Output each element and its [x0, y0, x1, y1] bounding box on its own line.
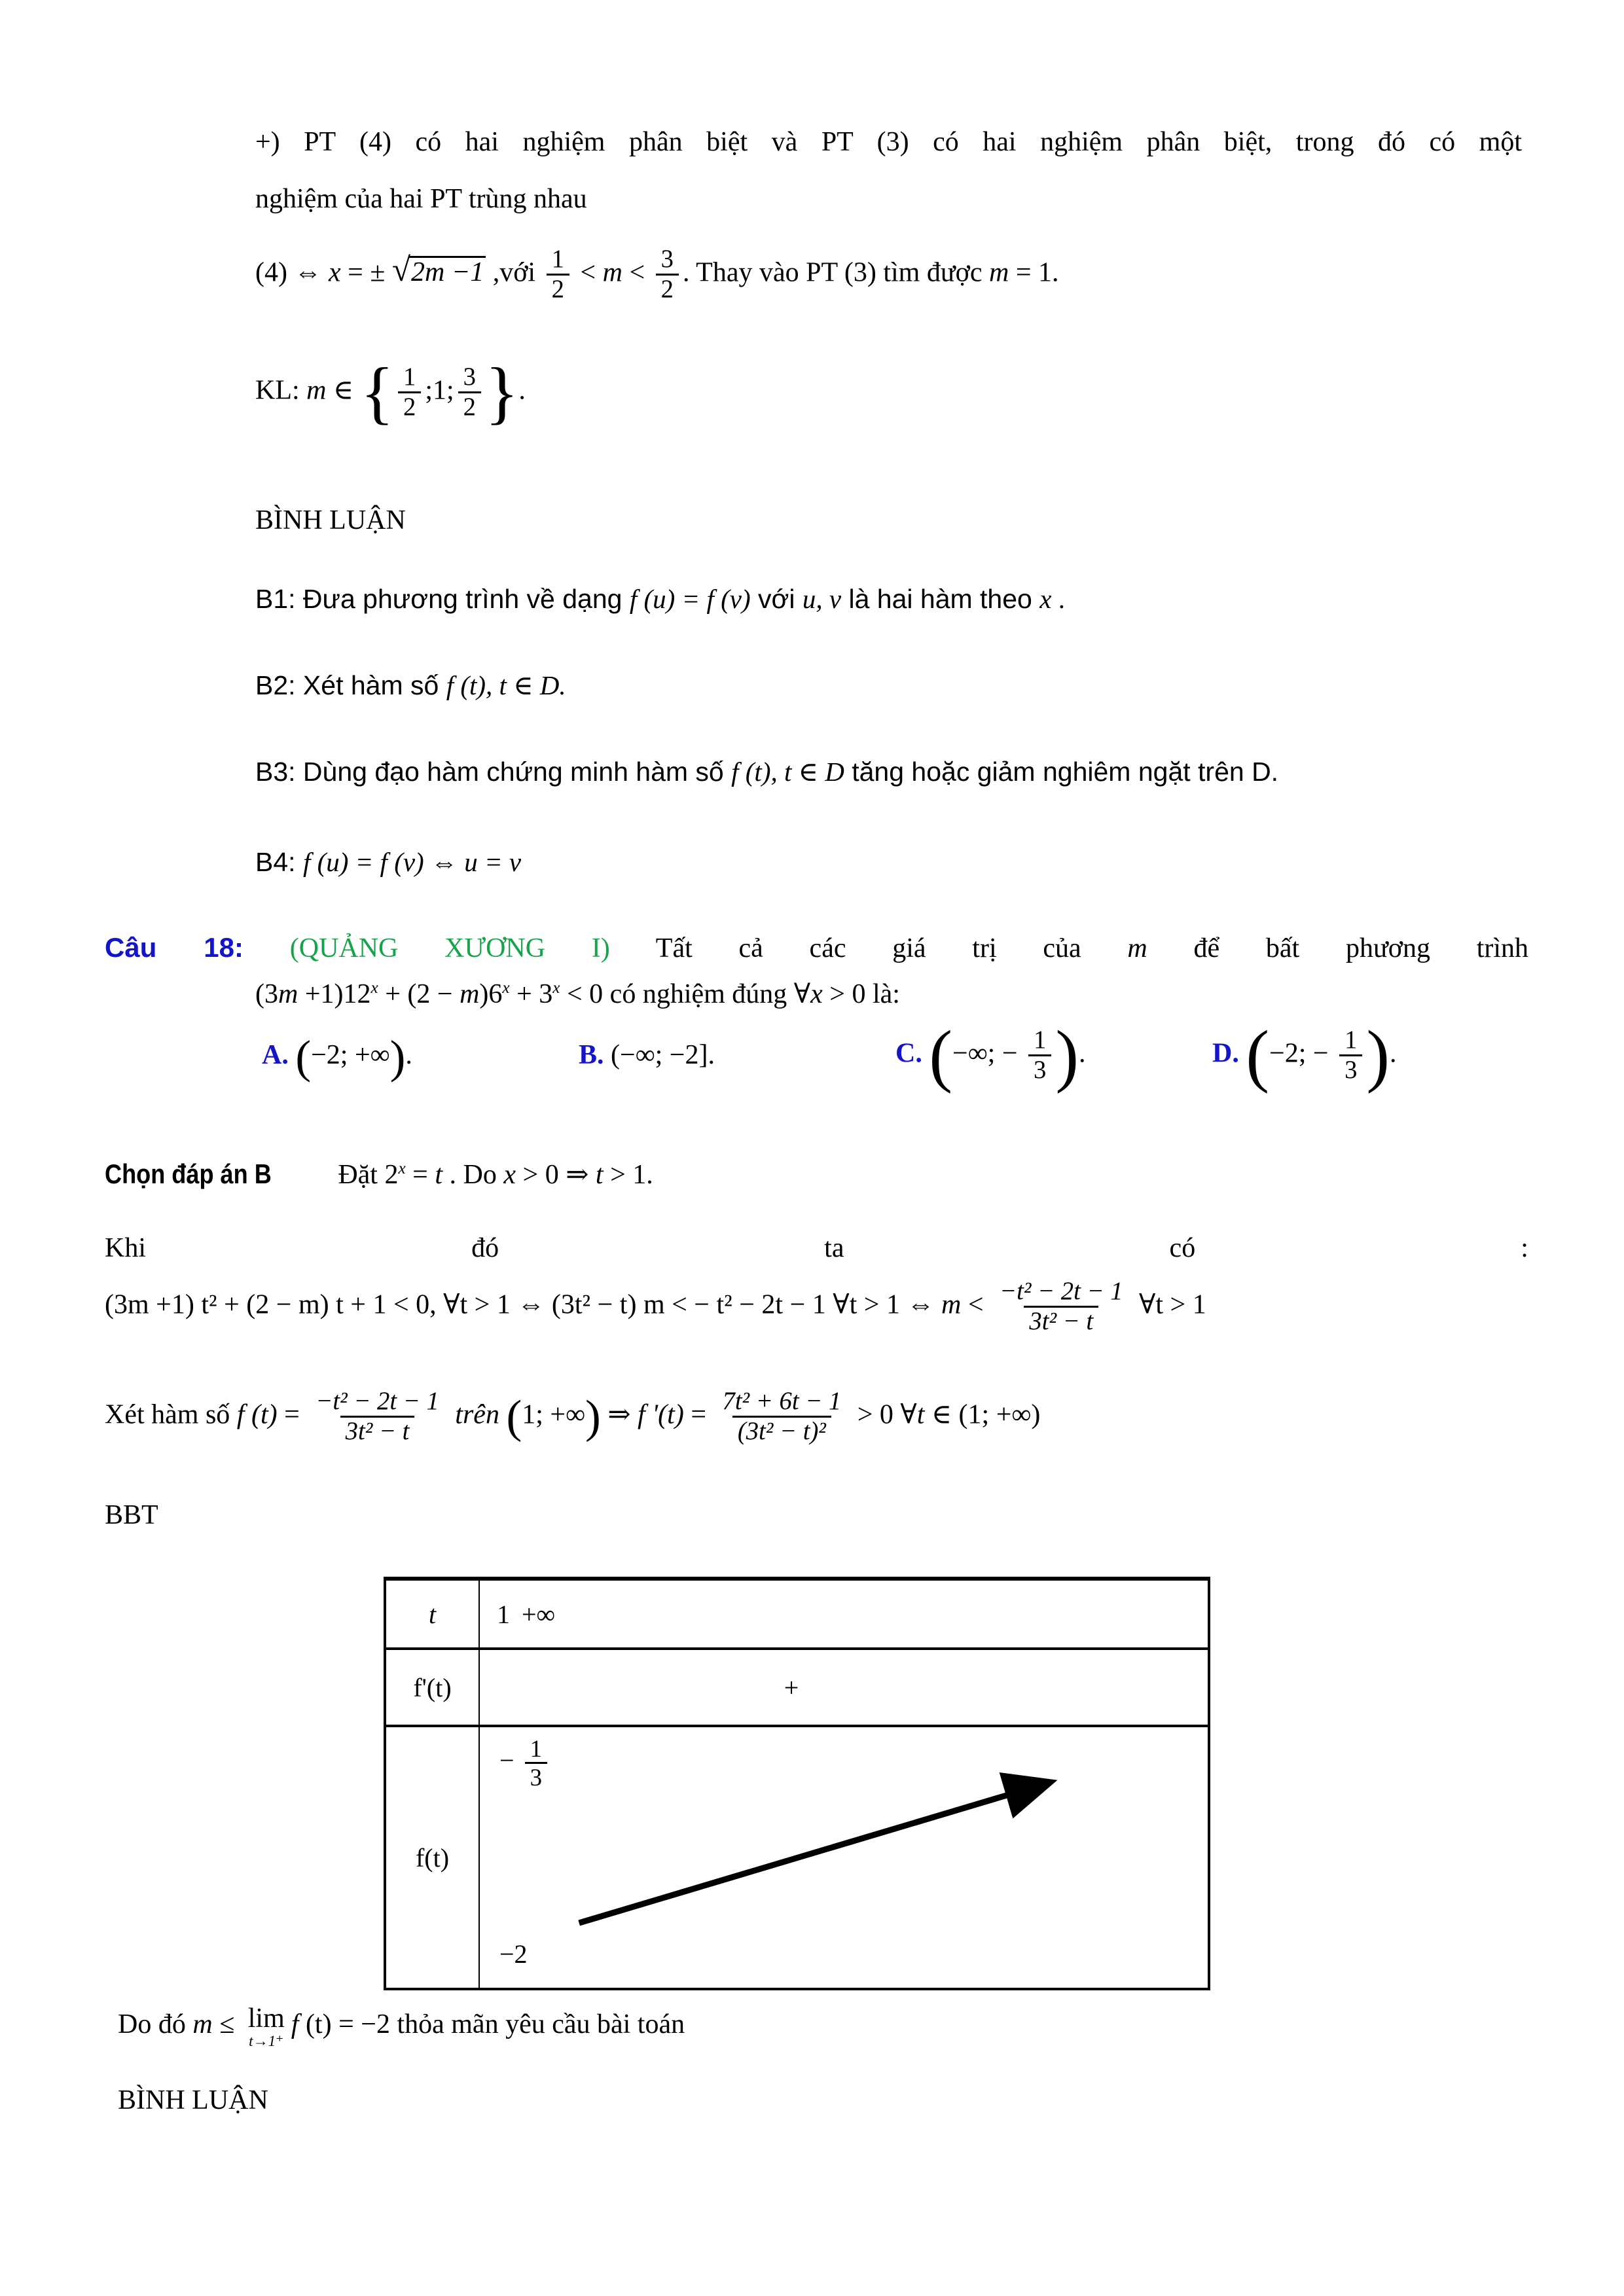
bbt-func-variation-cell: [480, 1727, 1208, 1988]
section-binh-luan-1: BÌNH LUẬN: [255, 505, 406, 535]
segment: ,với: [486, 257, 543, 288]
denominator: 2: [458, 391, 481, 422]
option-c: [895, 1016, 1212, 1094]
segment: (: [929, 1016, 953, 1094]
denominator: 2: [547, 274, 569, 304]
segment: [656, 245, 679, 304]
step-b3: [255, 754, 1278, 789]
segment: KL:: [255, 375, 307, 406]
segment: . Do: [442, 1160, 504, 1190]
segment: là hai hàm theo: [841, 584, 1040, 614]
answer-options: [262, 1016, 1397, 1094]
bbt-var-end: +∞: [522, 1599, 556, 1629]
segment: f: [291, 2009, 299, 2039]
paragraph-pt4-line1: +) PT (4) có hai nghiệm phân biệt và PT (3) có hai nghiệm phân biệt, trong đó có một: [255, 127, 1522, 157]
segment: m: [1127, 933, 1147, 963]
segment: đó: [471, 1233, 499, 1263]
main-inequality-derivation: [105, 1278, 1206, 1336]
segment: [310, 1388, 444, 1446]
segment: [398, 363, 421, 422]
segment: C.: [895, 1038, 922, 1069]
bbt-func-label: f(t): [415, 1842, 450, 1873]
bbt-var-label: t: [428, 1599, 437, 1629]
segment: m: [278, 979, 298, 1009]
segment: =: [277, 1399, 307, 1430]
segment: (: [506, 1390, 522, 1443]
segment: B2: Xét hàm số: [255, 670, 446, 700]
segment: [244, 933, 290, 963]
segment: ²: [209, 1289, 217, 1320]
segment: B4:: [255, 847, 303, 877]
numerator: 1: [530, 1735, 542, 1762]
segment: tăng hoặc giảm nghiêm ngặt trên D.: [844, 757, 1279, 787]
segment: ⇒: [600, 1399, 638, 1430]
segment: u, v: [802, 584, 842, 614]
segment: m: [988, 257, 1009, 288]
segment: 1; +∞: [522, 1399, 586, 1430]
denominator: 3t² − t: [340, 1416, 415, 1446]
bbt-var-range-cell: [480, 1581, 1208, 1650]
denominator: 3t² − t: [1024, 1306, 1098, 1336]
variation-table: [384, 1577, 1210, 1990]
segment: + (2 − m) t + 1 < 0, ∀t > 1 ⇔ (3t² − t) m < − t² − 2t − 1 ∀t > 1 ⇔: [217, 1289, 941, 1320]
segment: B.: [579, 1040, 604, 1071]
lim-subscript: t→1⁺: [249, 2032, 284, 2050]
segment: [248, 2004, 285, 2049]
option-b: [579, 1037, 895, 1073]
step-b1: [255, 581, 1065, 617]
segment: Đặt 2: [338, 1160, 399, 1190]
numerator: 3: [660, 245, 674, 273]
segment: f (u) = f (v) ⇔ u = v: [302, 847, 522, 877]
segment: m: [602, 257, 623, 288]
question-18-inequality: [255, 977, 900, 1013]
segment: (3: [255, 979, 278, 1009]
segment: [499, 1399, 507, 1429]
step-b2: [255, 668, 566, 703]
segment: x: [503, 1160, 516, 1190]
segment: Do đó: [118, 2009, 193, 2039]
numerator: 1: [1344, 1026, 1358, 1054]
segment: (3m +1) t: [105, 1289, 209, 1320]
segment: ): [389, 1031, 406, 1083]
paragraph-pt4-line2: nghiệm của hai PT trùng nhau: [255, 184, 587, 214]
segment: ): [1055, 1016, 1079, 1094]
segment: [717, 1388, 847, 1446]
segment: x: [1039, 584, 1052, 614]
segment: ): [585, 1390, 601, 1443]
segment: để bất phương trình: [1147, 933, 1529, 963]
segment: [1239, 1038, 1246, 1068]
segment: [922, 1038, 929, 1068]
bbt-func-limit-inf: −2: [499, 1939, 528, 1969]
segment: (4) ⇔: [255, 257, 329, 288]
segment: }: [484, 353, 519, 431]
bbt-var-label-cell: [386, 1581, 480, 1650]
segment: ): [1366, 1016, 1390, 1094]
segment: (QUẢNG XƯƠNG I): [289, 933, 610, 963]
segment: [1028, 1026, 1051, 1085]
segment: có: [1169, 1233, 1196, 1263]
segment: [448, 1399, 456, 1429]
segment: ∀t > 1: [1132, 1289, 1206, 1320]
segment: t: [595, 1160, 604, 1190]
segment: t: [435, 1160, 443, 1190]
segment: > 0 ⇒: [516, 1160, 596, 1190]
segment: ∈ (1; +∞): [924, 1399, 1041, 1430]
segment: x: [810, 979, 823, 1009]
option-a: [262, 1031, 579, 1083]
segment: m: [460, 979, 480, 1009]
numerator: 1: [403, 363, 416, 391]
bbt-deriv-sign: +: [784, 1672, 799, 1702]
segment: .: [405, 1040, 412, 1071]
segment: <: [573, 257, 603, 288]
segment: :: [1521, 1233, 1528, 1263]
segment: [547, 245, 569, 304]
segment: (: [295, 1031, 312, 1083]
function-study-line: [105, 1388, 1040, 1446]
segment: với: [750, 584, 803, 614]
bbt-deriv-label: f'(t): [413, 1672, 452, 1702]
segment: D.: [1212, 1038, 1239, 1069]
equation-4-solution: [255, 245, 1059, 304]
denominator: 2: [656, 274, 679, 304]
segment: [1339, 1026, 1362, 1085]
segment: > 1.: [603, 1160, 653, 1190]
segment: t: [916, 1399, 925, 1430]
numerator: 7t² + 6t − 1: [722, 1388, 842, 1415]
segment: {: [360, 353, 394, 431]
segment: f (t), t ∈ D.: [446, 670, 566, 700]
chosen-answer-line: [105, 1156, 653, 1193]
segment: √: [391, 251, 411, 289]
khi-do-ta-co-line: [105, 1230, 1528, 1266]
segment: Xét hàm số: [105, 1399, 237, 1430]
segment: m: [941, 1289, 962, 1320]
segment: f (t), t ∈ D: [731, 757, 844, 787]
bbt-label: BBT: [105, 1500, 158, 1530]
segment: Tất cả các giá trị của: [609, 933, 1128, 963]
segment: x: [502, 979, 510, 997]
segment: Chọn đáp án B: [105, 1158, 272, 1189]
numerator: 1: [1034, 1026, 1047, 1054]
segment: −2; +∞: [311, 1040, 390, 1071]
segment: −2; −: [1269, 1038, 1336, 1069]
segment: < 0 có nghiệm đúng ∀: [560, 979, 811, 1009]
bbt-func-label-cell: [386, 1727, 480, 1988]
segment: x: [552, 979, 560, 997]
bbt-deriv-sign-cell: [480, 1650, 1208, 1727]
bbt-func-limit-sup: [499, 1735, 551, 1791]
segment: [525, 1735, 547, 1791]
segment: . Thay vào PT (3) tìm được: [682, 257, 989, 288]
segment: −∞; −: [952, 1038, 1024, 1069]
segment: [994, 1278, 1128, 1336]
segment: = ±: [340, 257, 392, 288]
segment: [458, 363, 481, 422]
numerator: 3: [463, 363, 476, 391]
step-b4: [255, 844, 521, 880]
segment: 2m −1: [409, 256, 486, 287]
bbt-var-start: 1: [497, 1599, 510, 1629]
segment: Câu 18:: [105, 932, 244, 963]
segment: .: [518, 375, 526, 406]
segment: ta: [824, 1233, 844, 1263]
segment: .: [1051, 584, 1065, 614]
question-18-header: [105, 929, 1528, 967]
segment: ;1;: [425, 375, 454, 406]
segment: =: [683, 1399, 713, 1430]
segment: + (2 −: [378, 979, 460, 1009]
segment: + 3: [509, 979, 553, 1009]
segment: Khi: [105, 1233, 146, 1263]
denominator: 3: [525, 1762, 547, 1791]
segment: (t) = −2 thỏa mãn yêu cầu bài toán: [298, 2009, 685, 2039]
segment: ∈: [326, 375, 361, 406]
segment: .: [1078, 1038, 1086, 1069]
increasing-arrow-icon: [480, 1727, 1208, 1988]
denominator: 2: [398, 391, 421, 422]
numerator: 1: [551, 245, 564, 273]
bbt-deriv-label-cell: [386, 1650, 480, 1727]
segment: [289, 1040, 296, 1070]
segment: A.: [262, 1040, 289, 1071]
numerator: −t² − 2t − 1: [1000, 1278, 1123, 1305]
segment: B1: Đưa phương trình về dạng: [255, 584, 630, 614]
segment: trên: [455, 1399, 499, 1430]
segment: )6: [479, 979, 503, 1009]
segment: x: [328, 257, 341, 288]
segment: x: [398, 1160, 406, 1177]
option-d: [1212, 1016, 1397, 1094]
section-binh-luan-2: BÌNH LUẬN: [118, 2085, 268, 2115]
segment: > 0 là:: [822, 979, 900, 1009]
segment: x: [370, 979, 378, 997]
segment: f (u) = f (v): [629, 584, 751, 614]
conclusion-kl: [255, 353, 526, 431]
denominator: 3: [1028, 1054, 1051, 1085]
lim-word: lim: [247, 2003, 285, 2034]
segment: −: [499, 1745, 521, 1775]
segment: f '(t): [638, 1399, 684, 1430]
denominator: 3: [1339, 1054, 1362, 1085]
segment: B3: Dùng đạo hàm chứng minh hàm số: [255, 757, 732, 787]
segment: m: [192, 2009, 213, 2039]
conclusion-do-do: [118, 2004, 685, 2049]
segment: ≤: [212, 2009, 242, 2039]
segment: = 1.: [1009, 257, 1059, 288]
segment: f (t): [236, 1399, 278, 1430]
segment: (: [1246, 1016, 1270, 1094]
segment: m: [306, 375, 327, 406]
segment: > 0 ∀: [850, 1399, 917, 1430]
segment: (−∞; −2].: [604, 1040, 715, 1071]
denominator: (3t² − t)²: [732, 1416, 831, 1446]
segment: =: [405, 1160, 435, 1190]
numerator: −t² − 2t − 1: [316, 1388, 439, 1415]
segment: <: [622, 257, 652, 288]
segment: <: [961, 1289, 991, 1320]
segment: .: [1390, 1038, 1397, 1069]
segment: +1)12: [298, 979, 371, 1009]
